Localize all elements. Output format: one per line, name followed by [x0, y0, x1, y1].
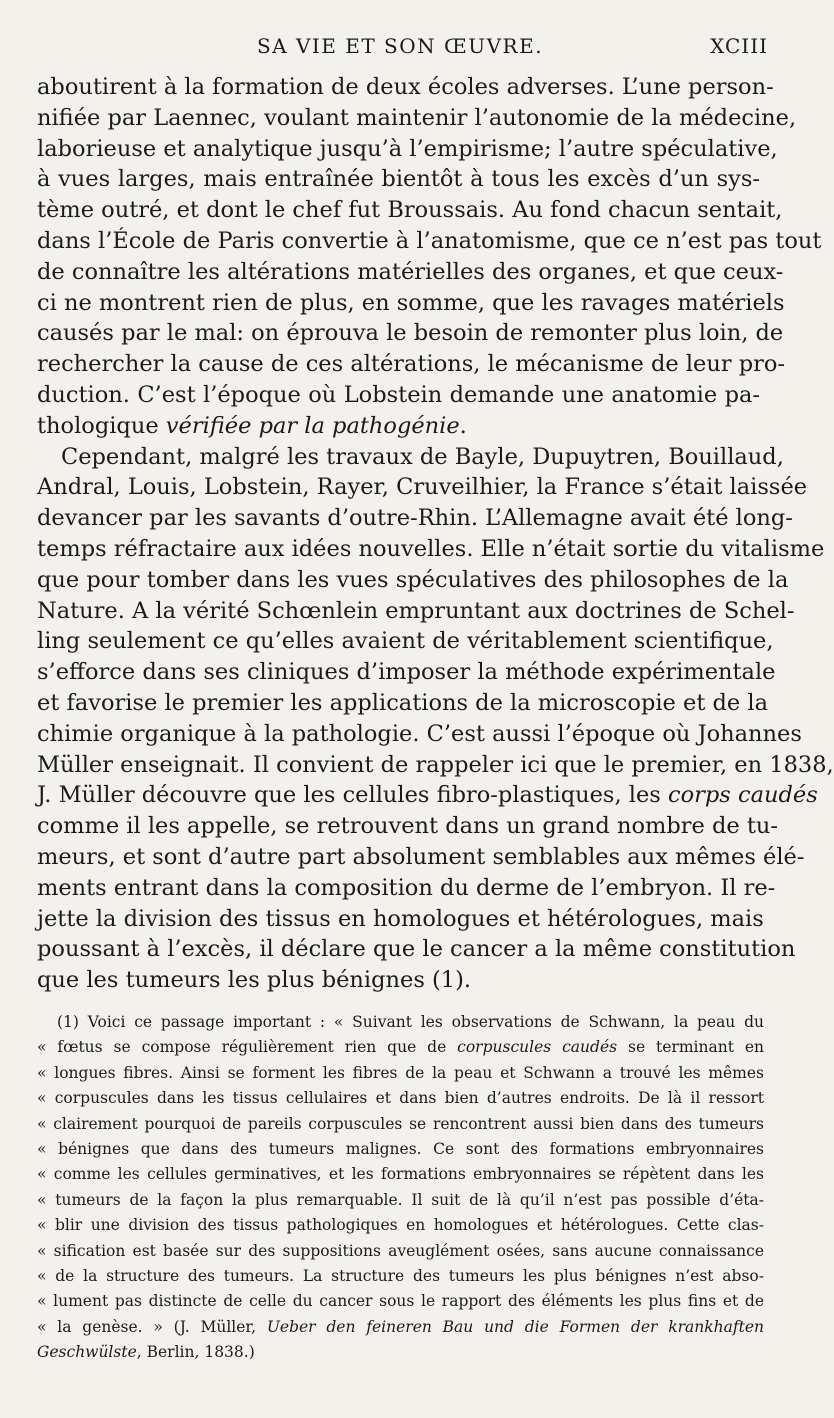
text-line: à vues larges, mais entraînée bientôt à tous les excès d’un sys-: [37, 166, 760, 193]
text-line: temps réfractaire aux idées nouvelles. Elle n’était sortie du vitalisme: [37, 535, 825, 562]
italic-phrase: vérifiée par la pathogénie: [165, 412, 460, 439]
footnote-line: « longues fibres. Ainsi se forment les fibres de la peau et Schwann a trouvé les mêmes: [37, 1063, 764, 1082]
text-segment: , Berlin, 1838.): [136, 1343, 255, 1362]
text-line: laborieuse et analytique jusqu’à l’empirisme; l’autre spéculative,: [37, 135, 778, 162]
footnote-line: « bénignes que dans des tumeurs malignes. Ce sont des formations embryonnaires: [37, 1139, 764, 1158]
text-segment: J. Müller découvre que les cellules fibro-plastiques, les: [37, 782, 668, 809]
text-line: que pour tomber dans les vues spéculatives des philosophes de la: [37, 566, 789, 593]
paragraph-2: [37, 442, 834, 996]
italic-phrase: corpuscules caudés: [457, 1038, 618, 1057]
text-line: ling seulement ce qu’elles avaient de véritablement scientifique,: [37, 628, 774, 655]
text-line: ci ne montrent rien de plus, en somme, que les ravages matériels: [37, 289, 785, 316]
text-line: duction. C’est l’époque où Lobstein demande une anatomie pa-: [37, 381, 760, 408]
text-line: nifiée par Laennec, voulant maintenir l’autonomie de la médecine,: [37, 104, 797, 131]
footnote-line: « tumeurs de la façon la plus remarquable. Il suit de là qu’il n’est pas possible d’éta-: [37, 1190, 764, 1209]
text-line: comme il les appelle, se retrouvent dans un grand nombre de tu-: [37, 813, 778, 840]
text-line: ments entrant dans la composition du derme de l’embryon. Il re-: [37, 874, 776, 901]
text-line: de connaître les altérations matérielles des organes, et que ceux-: [37, 258, 784, 285]
footnote-line: « lument pas distincte de celle du cancer sous le rapport des éléments les plus fins et de: [37, 1292, 764, 1311]
text-line: causés par le mal: on éprouva le besoin de remonter plus loin, de: [37, 320, 784, 347]
paragraph-1: [37, 72, 822, 442]
text-line: Müller enseignait. Il convient de rappeler ici que le premier, en 1838,: [37, 751, 834, 778]
text-segment: se terminant en: [617, 1038, 765, 1057]
footnote-line: [37, 1340, 764, 1365]
italic-citation: Ueber den feineren Bau und die Formen der krankhaften: [266, 1317, 764, 1336]
text-segment: thologique: [37, 412, 166, 439]
footnote-line: « de la structure des tumeurs. La structure des tumeurs les plus bénignes n’est abso-: [37, 1266, 764, 1285]
footnote-line: [37, 1315, 764, 1340]
page-number: XCIII: [710, 34, 768, 58]
footnote-line: « blir une division des tissus pathologiques en homologues et hétérologues. Cette clas-: [37, 1216, 764, 1235]
text-line: dans l’École de Paris convertie à l’anatomisme, que ce n’est pas tout: [37, 227, 822, 254]
main-text: [37, 72, 834, 996]
text-line: rechercher la cause de ces altérations, le mécanisme de leur pro-: [37, 351, 786, 378]
footnote-line: « comme les cellules germinatives, et les formations embryonnaires se répètent dans les: [37, 1165, 764, 1184]
text-segment: .: [459, 412, 467, 439]
text-line: Nature. A la vérité Schœnlein empruntant aux doctrines de Schel-: [37, 597, 795, 624]
page-header: [0, 30, 800, 64]
text-line: tème outré, et dont le chef fut Broussais. Au fond chacun sentait,: [37, 197, 783, 224]
italic-citation: Geschwülste: [37, 1343, 137, 1362]
text-line: Cependant, malgré les travaux de Bayle, Dupuytren, Bouillaud,: [61, 443, 784, 470]
italic-phrase: corps caudés: [667, 782, 818, 809]
text-segment: « fœtus se compose régulièrement rien que de: [37, 1038, 458, 1057]
text-line: et favorise le premier les applications de la microscopie et de la: [37, 689, 768, 716]
text-line: meurs, et sont d’autre part absolument semblables aux mêmes élé-: [37, 843, 805, 870]
footnote-line: [37, 1035, 764, 1060]
text-line: jette la division des tissus en homologues et hétérologues, mais: [37, 905, 764, 932]
footnote: [37, 1010, 764, 1365]
footnote-line: « corpuscules dans les tissus cellulaires et dans bien d’autres endroits. De là il ressort: [37, 1089, 764, 1108]
footnote-line: « clairement pourquoi de pareils corpuscules se rencontrent aussi bien dans des tumeurs: [37, 1114, 764, 1133]
text-line: chimie organique à la pathologie. C’est aussi l’époque où Johannes: [37, 720, 802, 747]
text-line: s’efforce dans ses cliniques d’imposer la méthode expérimentale: [37, 659, 776, 686]
text-line: [37, 780, 818, 811]
text-line: devancer par les savants d’outre-Rhin. L’Allemagne avait été long-: [37, 505, 793, 532]
footnote-line: « sification est basée sur des suppositions aveuglément osées, sans aucune connaissance: [37, 1241, 764, 1260]
text-line: que les tumeurs les plus bénignes (1).: [37, 967, 472, 994]
footnote-line: (1) Voici ce passage important : « Suivant les observations de Schwann, la peau du: [57, 1013, 764, 1031]
text-line: Andral, Louis, Lobstein, Rayer, Cruveilhier, la France s’était laissée: [37, 474, 808, 501]
text-line: [37, 411, 760, 442]
text-line: poussant à l’excès, il déclare que le cancer a la même constitution: [37, 936, 796, 963]
text-line: aboutirent à la formation de deux écoles adverses. L’une person-: [37, 74, 774, 100]
text-segment: « la genèse. » (J. Müller,: [37, 1317, 267, 1336]
running-title: SA VIE ET SON ŒUVRE.: [256, 34, 544, 58]
